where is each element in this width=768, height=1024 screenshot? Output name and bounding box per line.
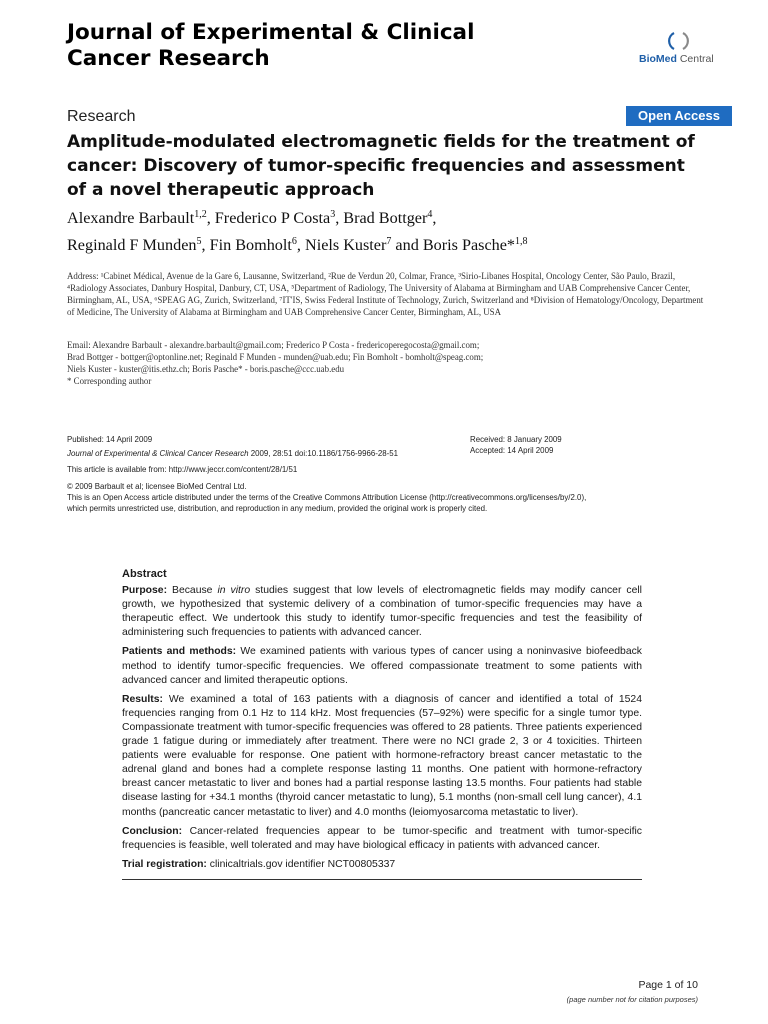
author-affiliation: 7 bbox=[386, 236, 392, 247]
results-label: Results: bbox=[122, 693, 163, 705]
open-access-badge: Open Access bbox=[626, 106, 732, 126]
section-label: Research bbox=[67, 108, 136, 125]
trial-text: clinicaltrials.gov identifier NCT00805337 bbox=[206, 858, 396, 870]
received-date: Received: 8 January 2009 bbox=[470, 435, 562, 444]
author-line-2 bbox=[67, 230, 727, 257]
affiliation-address: Address: ¹Cabinet Médical, Avenue de la Gare 6, Lausanne, Switzerland, ²Rue de Verdun 20, Colmar, France, ³Sirio-Libanes Hospital, Oncology Center, São Paulo, Brazil, ⁴Radiology Associates, Danbury Hospital, Danbury, CT, USA, ⁵Department of Radiology, The University of Alabama at Birmingham and UAB Comprehensive Cancer Center, Birmingham, AL, USA, ⁶SPEAG AG, Zurich, Switzerland, ⁷IT'IS, Swiss Federal Institute of Technology, Zurich, Switzerland and ⁸Division of Hematology/Oncology, Department of Medicine, The University of Alabama at Birmingham and UAB Comprehensive Cancer Center, Birmingham, AL, USA bbox=[67, 271, 704, 317]
page-number-note: (page number not for citation purposes) bbox=[566, 995, 698, 1004]
publication-dates bbox=[470, 434, 670, 456]
citation bbox=[67, 448, 487, 459]
journal-title-line2: Cancer Research bbox=[67, 46, 270, 71]
abstract-heading: Abstract bbox=[122, 568, 167, 580]
author-name: , Frederico P Costa bbox=[206, 209, 331, 227]
published-date: Published: 14 April 2009 bbox=[67, 435, 153, 444]
citation-details: 2009, 28:51 doi:10.1186/1756-9966-28-51 bbox=[248, 449, 399, 458]
page-number: Page 1 of 10 bbox=[638, 979, 698, 991]
journal-title-line1: Journal of Experimental & Clinical bbox=[67, 20, 475, 45]
results-text: We examined a total of 163 patients with a diagnosis of cancer and identified a total of 1524 frequencies ranging from 0.1 Hz to 114 kHz. Most frequencies (57–92%) were specific for a single tumor type. Compassionate treatment with tumor-specific frequencies was offered to 28 patients. Three patients experienced grade 1 fatigue during or immediately after treatment. There were no NCI grade 2, 3 or 4 toxicities. Thirteen patients were evaluable for response. One patient with hormone-refractory breast cancer metastatic to the adrenal gland and bones had a complete response lasting 11 months. One patient with hormone-refractory breast cancer metastatic to liver and bones had a partial response lasting 13.5 months. Four patients had stable disease lasting for +34.1 months (thyroid cancer metastatic to lung), 5.1 months (non-small cell lung cancer), 4.1 months (pancreatic cancer metastatic to liver) and 4.0 months (leiomyosarcoma metastatic to liver). bbox=[122, 693, 642, 818]
copyright: © 2009 Barbault et al; licensee BioMed Central Ltd. bbox=[67, 482, 247, 491]
purpose-text-1: Because bbox=[167, 585, 218, 597]
email-line: Niels Kuster - kuster@itis.ethz.ch; Boris Pasche* - boris.pasche@ccc.uab.edu bbox=[67, 364, 345, 374]
purpose-text-2: studies suggest that low levels of electromagnetic fields may modify cancer cell growth, we hypothesized that systemic delivery of a combination of tumor-specific frequencies may have a therapeutic effect. We undertook this study to identify tumor-specific frequencies and test the feasibility of administering such frequencies to patients with advanced cancer. bbox=[122, 585, 642, 639]
logo-biomed: BioMed bbox=[639, 53, 677, 65]
abstract-conclusion bbox=[122, 825, 642, 853]
author-separator: , bbox=[432, 209, 437, 227]
methods-label: Patients and methods: bbox=[122, 646, 237, 658]
license-line-1[interactable]: This is an Open Access article distributed under the terms of the Creative Commons Attribution License (http://creativecommons.org/licenses/by/2.0), bbox=[67, 493, 587, 502]
abstract-trial bbox=[122, 858, 642, 872]
author-name: Reginald F Munden bbox=[67, 236, 197, 254]
author-name: , Niels Kuster bbox=[296, 236, 387, 254]
biomed-logo-icon bbox=[667, 30, 691, 52]
methods-text: We examined patients with various types of cancer using a noninvasive biofeedback method to identify tumor-specific frequencies. We offered compassionate treatment to some patients with advanced cancer and limited therapeutic options. bbox=[122, 646, 642, 686]
email-line: Email: Alexandre Barbault - alexandre.barbault@gmail.com; Frederico P Costa - fredericoperegocosta@gmail.com; bbox=[67, 340, 480, 350]
abstract-results bbox=[122, 693, 642, 820]
author-line-1 bbox=[67, 203, 727, 230]
conclusion-label: Conclusion: bbox=[122, 825, 183, 837]
author-affiliation: 4 bbox=[427, 209, 433, 220]
license-line-2: which permits unrestricted use, distribution, and reproduction in any medium, provided the original work is properly cited. bbox=[67, 504, 488, 513]
conclusion-text: Cancer-related frequencies appear to be tumor-specific and treatment with tumor-specific frequencies is feasible, well tolerated and may have biological efficacy in patients with advanced cancer. bbox=[122, 825, 642, 851]
biomed-logo-text bbox=[639, 53, 714, 65]
article-title: Amplitude-modulated electromagnetic fields for the treatment of cancer: Discovery of tumor-specific frequencies and assessment of a novel therapeutic approach bbox=[67, 132, 695, 200]
author-affiliation: 6 bbox=[291, 236, 297, 247]
abstract-methods bbox=[122, 645, 642, 687]
author-affiliation: 1,8 bbox=[515, 236, 528, 247]
author-affiliation: 3 bbox=[330, 209, 336, 220]
author-list bbox=[67, 203, 727, 257]
corresponding-author-note: * Corresponding author bbox=[67, 376, 152, 386]
citation-journal: Journal of Experimental & Clinical Cancer Research bbox=[67, 449, 249, 458]
abstract-purpose bbox=[122, 584, 642, 640]
purpose-label: Purpose: bbox=[122, 585, 168, 597]
article-url[interactable]: This article is available from: http://www.jeccr.com/content/28/1/51 bbox=[67, 465, 298, 474]
journal-title bbox=[67, 20, 587, 72]
purpose-italic: in vitro bbox=[217, 585, 251, 597]
accepted-date: Accepted: 14 April 2009 bbox=[470, 446, 554, 455]
author-affiliation: 1,2 bbox=[194, 209, 207, 220]
trial-label: Trial registration: bbox=[122, 858, 207, 870]
author-name: , Fin Bomholt bbox=[201, 236, 292, 254]
author-emails bbox=[67, 339, 707, 387]
author-name: , Brad Bottger bbox=[335, 209, 428, 227]
author-name: Alexandre Barbault bbox=[67, 209, 195, 227]
logo-central: Central bbox=[676, 53, 714, 65]
email-line: Brad Bottger - bottger@optonline.net; Reginald F Munden - munden@uab.edu; Fin Bomholt - bomholt@speag.com; bbox=[67, 352, 484, 362]
abstract bbox=[122, 567, 642, 880]
author-affiliation: 5 bbox=[196, 236, 202, 247]
biomed-central-logo bbox=[634, 30, 734, 70]
author-name: and Boris Pasche* bbox=[391, 236, 516, 254]
